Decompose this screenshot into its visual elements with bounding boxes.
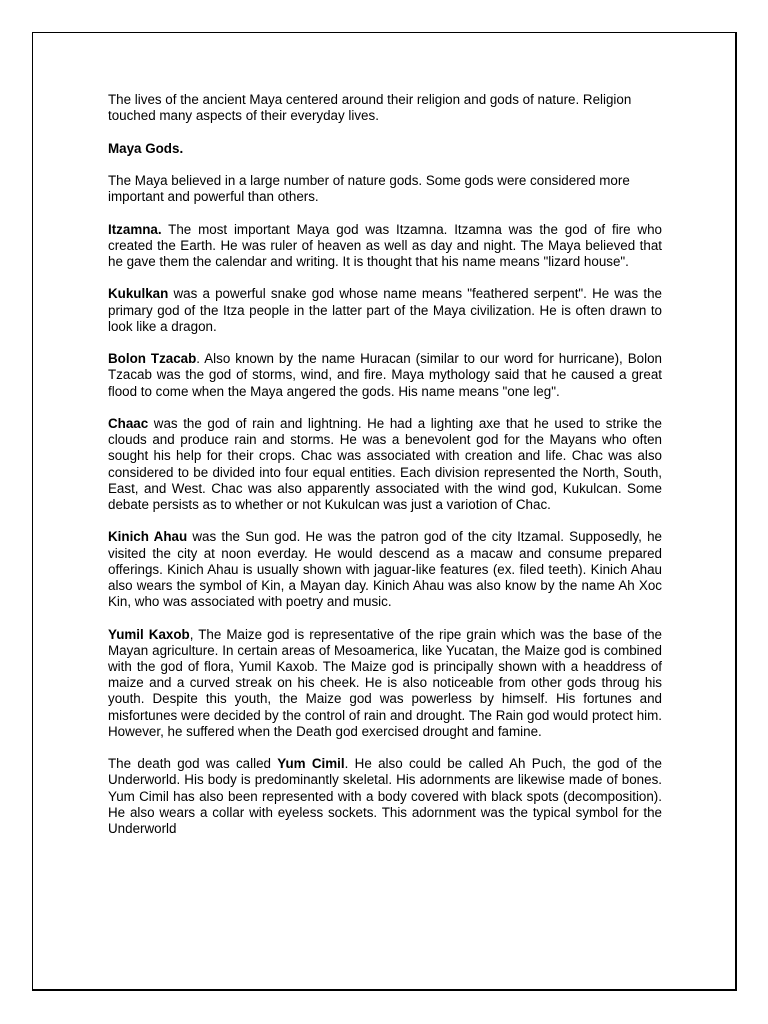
god-paragraph-kinich-ahau	[108, 529, 662, 610]
god-description: , The Maize god is representative of the ripe grain which was the base of the Mayan agriculture. In certain areas of Mesoamerica, like Yucatan, the Maize god is combined with the god of flora, Yumil Kaxob. The Maize god is principally shown with a headdress of maize and a curved streak on his cheek. He is also noticeable from other gods throug his youth. Despite this youth, the Maize god was powerless by himself. His fortunes and misfortunes were decided by the control of rain and drought. The Rain god would protect him. However, he suffered when the Death god exercised drought and famine.	[108, 626, 662, 739]
document-body	[108, 92, 662, 853]
god-paragraph-chaac	[108, 416, 662, 513]
document-page	[32, 32, 737, 991]
god-description: was the Sun god. He was the patron god of the city Itzamal. Supposedly, he visited the city at noon everday. He would descend as a macaw and consume prepared offerings. Kinich Ahau is usually shown with jaguar-like features (ex. filed teeth). Kinich Ahau also wears the symbol of Kin, a Mayan day. Kinich Ahau was also know by the name Ah Xoc Kin, who was associated with poetry and music.	[108, 529, 662, 610]
god-description: was the god of rain and lightning. He had a lighting axe that he used to strike the clouds and produce rain and storms. He was a benevolent god for the Mayans who often sought his help for their crops. Chac was associated with creation and life. Chac was also considered to be divided into four equal entities. Each division represented the North, South, East, and West. Chac was also apparently associated with the wind god, Kukulcan. Some debate persists as to whether or not Kukulcan was just a variotion of Chac.	[108, 415, 662, 512]
god-paragraph-yum-cimil	[108, 756, 662, 837]
god-name: Itzamna.	[108, 221, 162, 237]
god-paragraph-yumil-kaxob	[108, 627, 662, 740]
god-name: Kukulkan	[108, 286, 169, 302]
god-description: . He also could be called Ah Puch, the god of the Underworld. His body is predominantly skeletal. His adornments are likewise made of bones. Yum Cimil has also been represented with a body covered with black spots (decomposition). He also wears a collar with eyeless sockets. This adornment was the typical symbol for the Underworld	[108, 756, 663, 836]
intro-paragraph: The lives of the ancient Maya centered around their religion and gods of nature. Religion touched many aspects of their everyday lives.	[108, 92, 632, 124]
god-description: . Also known by the name Huracan (similar to our word for hurricane), Bolon Tzacab was the god of storms, wind, and fire. Maya mythology said that he caused a great flood to come when the Maya angered the gods. His name means "one leg".	[108, 351, 662, 399]
overview-paragraph: The Maya believed in a large number of nature gods. Some gods were considered more important and powerful than others.	[108, 172, 630, 205]
god-name: Chaac	[108, 415, 149, 431]
god-name: Yum Cimil	[277, 756, 345, 772]
god-description: was a powerful snake god whose name means "feathered serpent". He was the primary god of the Itza people in the latter part of the Maya civilization. He is often drawn to look like a dragon.	[108, 286, 662, 334]
section-heading	[108, 141, 662, 157]
death-god-prefix: The death god was called	[108, 756, 278, 772]
god-paragraph-kukulkan	[108, 286, 662, 335]
god-paragraph-itzamna	[108, 222, 662, 271]
god-paragraph-bolon-tzacab	[108, 351, 662, 400]
heading-text: Maya Gods.	[108, 140, 184, 156]
god-name: Bolon Tzacab	[108, 351, 197, 367]
god-name: Yumil Kaxob	[108, 626, 190, 642]
god-name: Kinich Ahau	[108, 529, 188, 545]
god-description: The most important Maya god was Itzamna. Itzamna was the god of fire who created the Earth. He was ruler of heaven as well as day and night. The Maya believed that he gave them the calendar and writing. It is thought that his name means "lizard house".	[108, 221, 662, 269]
